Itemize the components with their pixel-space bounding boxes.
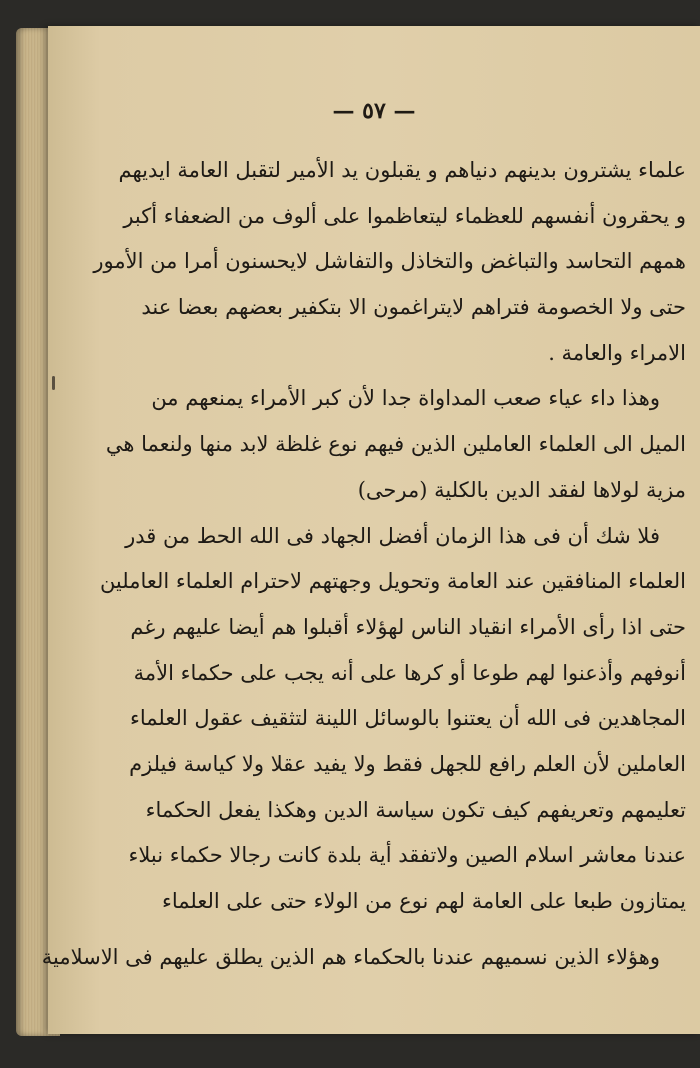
text-line: همهم التحاسد والتباغض والتخاذل والتفاشل لايحسنون أمرا من الأمور [93, 249, 686, 274]
text-line: تعليمهم وتعريفهم كيف تكون سياسة الدين وهكذا يفعل الحكماء [145, 797, 686, 822]
text-line: عندنا معاشر اسلام الصين ولاتفقد أية بلدة كانت رجالا حكماء نبلاء [128, 843, 686, 868]
text-line: الميل الى العلماء العاملين الذين فيهم نوع غلظة لابد منها ولنعما هي [105, 432, 686, 457]
text-line: حتى اذا رأى الأمراء انقياد الناس لهؤلاء أقبلوا هم أيضا عليهم رغم [130, 614, 686, 639]
text-line: علماء يشترون بدينهم دنياهم و يقبلون يد الأمير لتقبل العامة ايديهم [118, 158, 686, 182]
text-block [41, 148, 686, 980]
text-line: مزية لولاها لفقد الدين بالكلية (مرحى) [357, 477, 686, 502]
text-line: المجاهدين فى الله أن يعتنوا بالوسائل اللينة لتثقيف عقول العلماء [129, 706, 686, 731]
book-page [41, 26, 700, 1034]
text-line: فلا شك أن فى هذا الزمان أفضل الجهاد فى الله الحط من قدر [125, 523, 660, 548]
text-line: وهؤلاء الذين نسميهم عندنا بالحكماء هم الذين يطلق عليهم فى الاسلامية [41, 944, 660, 969]
text-line: أنوفهم وأذعنوا لهم طوعا أو كرها على أنه يجب على حكماء الأمة [133, 660, 686, 685]
text-line: وهذا داء عياء صعب المداواة جدا لأن كبر الأمراء يمنعهم من [151, 386, 660, 411]
text-line: يمتازون طبعا على العامة لهم نوع من الولاء حتى على العلماء [162, 889, 686, 913]
text-line: و يحقرون أنفسهم للعظماء ليتعاظموا على ألوف من الضعفاء أكبر [123, 203, 686, 228]
text-line: الامراء والعامة . [548, 340, 686, 365]
text-line: حتى ولا الخصومة فتراهم لايتراغمون الا بتكفير بعضهم بعضا عند [141, 295, 686, 320]
text-line: العلماء المنافقين عند العامة وتحويل وجهتهم لاحترام العلماء العاملين [99, 569, 686, 594]
text-line: العاملين لأن العلم رافع للجهل فقط ولا يفيد عقلا ولا كياسة فيلزم [129, 751, 686, 776]
margin-mark [52, 376, 55, 390]
page-number: — ٥٧ — [332, 98, 416, 124]
